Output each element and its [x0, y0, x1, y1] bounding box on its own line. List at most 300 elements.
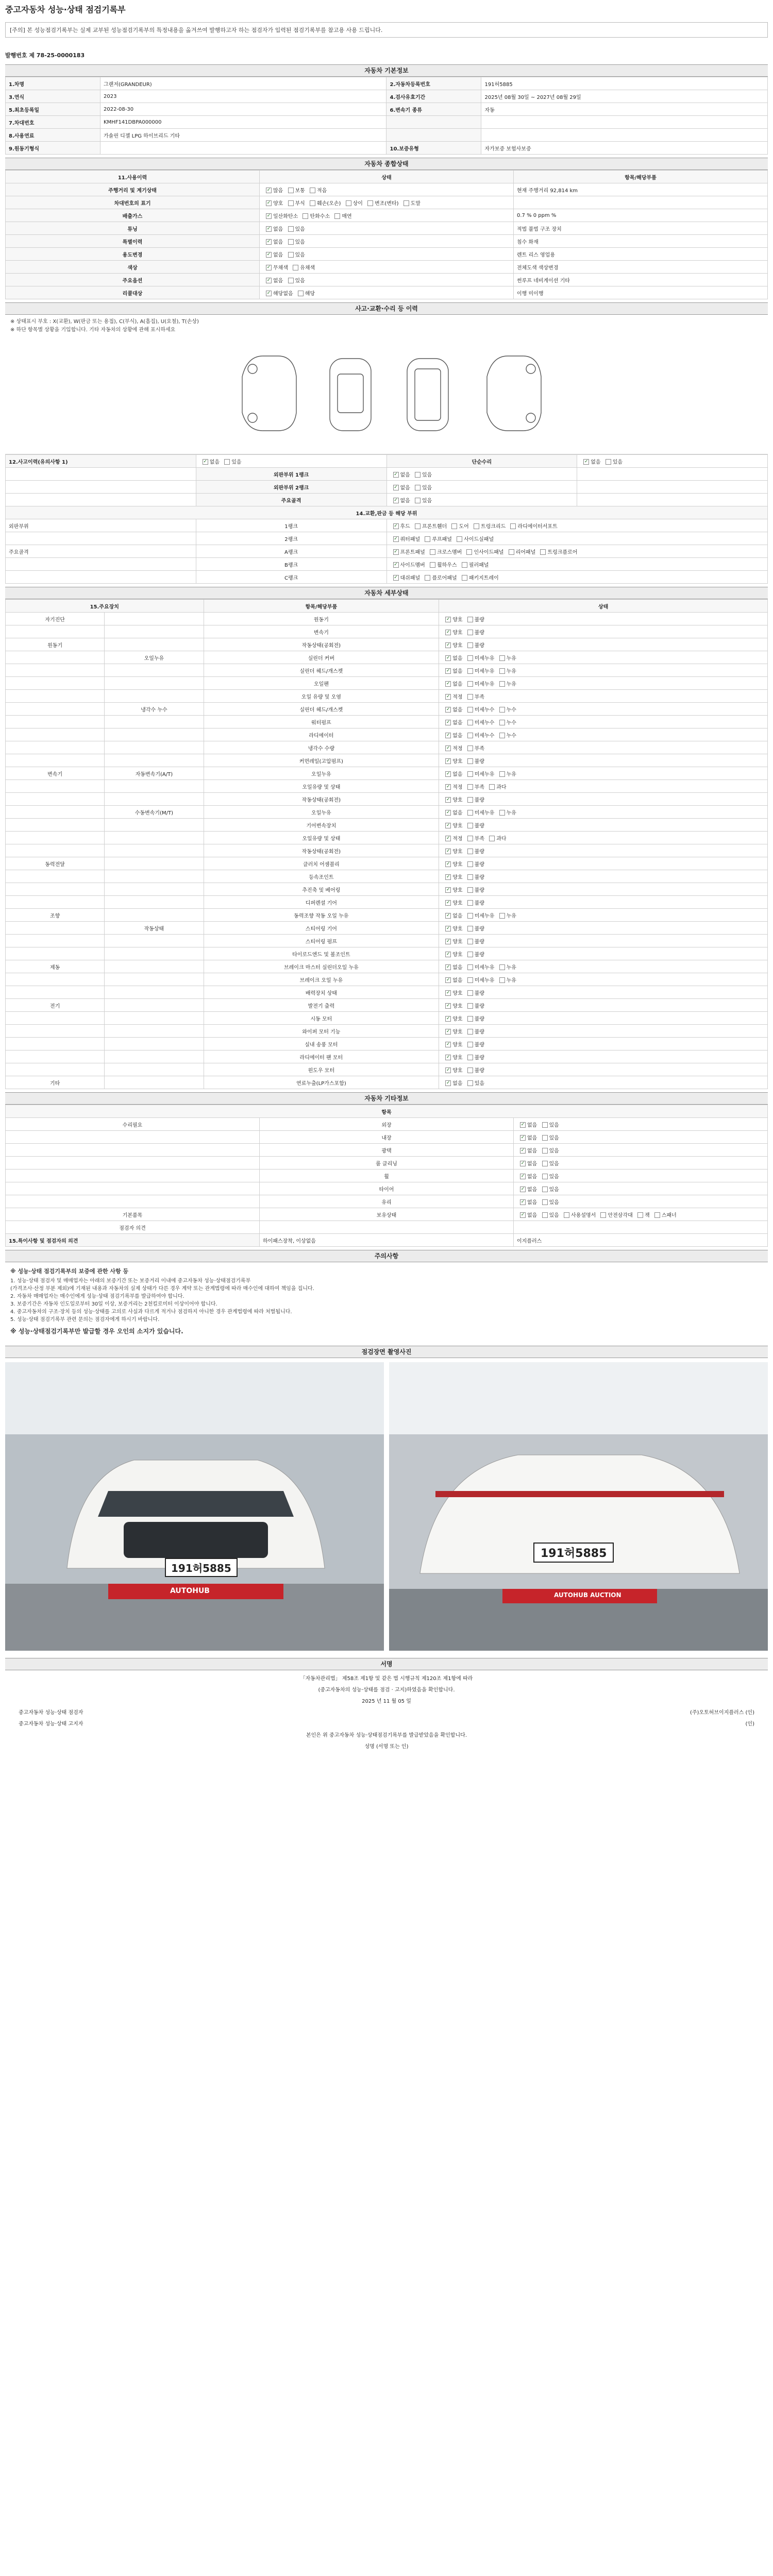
checkbox[interactable]: [425, 536, 430, 542]
other-info-table: [5, 1105, 768, 1247]
checkbox[interactable]: [467, 720, 473, 725]
checkbox[interactable]: [445, 926, 451, 931]
checkbox[interactable]: [499, 681, 505, 687]
detail-row: [6, 767, 768, 780]
checkbox[interactable]: [542, 1199, 548, 1205]
checkbox[interactable]: [600, 1212, 606, 1218]
checkbox[interactable]: [520, 1212, 526, 1218]
checkbox[interactable]: [303, 213, 308, 219]
checkbox[interactable]: [310, 188, 315, 193]
checkbox[interactable]: [393, 536, 399, 542]
checkbox[interactable]: [445, 1055, 451, 1060]
basic-cell: 1.차명: [6, 77, 100, 90]
checkbox[interactable]: [467, 900, 473, 906]
detail-status: ✓ 양호 불량: [439, 844, 768, 857]
checkbox[interactable]: [499, 913, 505, 919]
checkbox[interactable]: [266, 226, 272, 232]
detail-item: 실내 송풍 모터: [204, 1038, 439, 1050]
checkbox[interactable]: [445, 810, 451, 816]
other-row: [6, 1144, 768, 1157]
checkbox[interactable]: [509, 549, 514, 555]
checkbox[interactable]: [445, 617, 451, 622]
checkbox[interactable]: [266, 188, 272, 193]
detail-row: [6, 806, 768, 819]
detail-row: [6, 793, 768, 806]
accident-table: [5, 454, 768, 584]
frame-section: 14.교환,판금 등 해당 부위: [6, 506, 768, 519]
general-row: [6, 286, 768, 299]
checkbox[interactable]: [224, 459, 230, 465]
rear-banner: AUTOHUB AUCTION: [554, 1591, 621, 1599]
basic-row: [6, 116, 768, 129]
checkbox[interactable]: [415, 523, 421, 529]
general-header-cell: 11.사용이력: [6, 171, 260, 183]
other-row: [6, 1195, 768, 1208]
general-key: 차대번호의 표기: [6, 196, 260, 209]
other-group: [6, 1131, 260, 1144]
basic-cell: 10.보증유형: [386, 142, 481, 155]
detail-subgroup: [105, 677, 204, 690]
detail-row: [6, 741, 768, 754]
basic-cell: 2022-08-30: [100, 103, 386, 116]
detail-subgroup: [105, 741, 204, 754]
checkbox[interactable]: [367, 200, 373, 206]
detail-group: [6, 690, 105, 703]
detail-status: ✓ 없음 미세누수 누수: [439, 728, 768, 741]
detail-item: 와이퍼 모터 기능: [204, 1025, 439, 1038]
detail-status: ✓ 없음 미세누유 누유: [439, 909, 768, 922]
detail-subgroup: [105, 793, 204, 806]
checkbox[interactable]: [467, 784, 473, 790]
general-extra: 전체도색 색상변경: [514, 261, 768, 274]
checkbox[interactable]: [520, 1161, 526, 1166]
detail-group: [6, 832, 105, 844]
other-group: [6, 1195, 260, 1208]
notes-bold: ※ 성능·상태점검기록부만 발급할 경우 오인의 소지가 있습니다.: [10, 1328, 183, 1335]
checkbox[interactable]: [467, 874, 473, 880]
detail-status: ✓ 적정 부족 과다: [439, 780, 768, 793]
general-extra: 이행 미이행: [514, 286, 768, 299]
checkbox[interactable]: [445, 655, 451, 661]
detail-item: 동력조향 작동 오일 누유: [204, 909, 439, 922]
checkbox[interactable]: [445, 939, 451, 944]
signature-line-1: 「자동차관리법」 제58조 제1항 및 같은 법 시행규칙 제120조 제1항에 따라: [300, 1676, 473, 1682]
checkbox[interactable]: [288, 200, 294, 206]
checkbox[interactable]: [451, 523, 457, 529]
checkbox[interactable]: [445, 952, 451, 957]
checkbox[interactable]: [654, 1212, 660, 1218]
basic-row: [6, 103, 768, 116]
checkbox[interactable]: [499, 810, 505, 816]
checkbox[interactable]: [467, 990, 473, 996]
checkbox[interactable]: [445, 900, 451, 906]
checkbox[interactable]: [266, 200, 272, 206]
checkbox[interactable]: [499, 720, 505, 725]
detail-status: ✓ 없음 미세누유 누유: [439, 960, 768, 973]
checkbox[interactable]: [430, 549, 435, 555]
checkbox[interactable]: [445, 887, 451, 893]
section-detail: 자동차 세부상태: [5, 587, 768, 599]
checkbox[interactable]: [266, 265, 272, 270]
detail-row: [6, 728, 768, 741]
rank-blank: [6, 494, 196, 506]
checkbox[interactable]: [445, 1029, 451, 1035]
detail-status: ✓ 양호 불량: [439, 870, 768, 883]
checkbox[interactable]: [542, 1122, 548, 1128]
detail-header-cell: 항목/해당부품: [204, 600, 439, 613]
detail-subgroup: 작동상태: [105, 922, 204, 935]
general-row: [6, 248, 768, 261]
other-item: 휠: [260, 1170, 514, 1182]
other-item: 내장: [260, 1131, 514, 1144]
detail-group: [6, 1012, 105, 1025]
checkbox[interactable]: [520, 1174, 526, 1179]
checkbox[interactable]: [467, 1067, 473, 1073]
checkbox[interactable]: [445, 1003, 451, 1009]
checkbox[interactable]: [489, 784, 495, 790]
detail-item: 냉각수 수량: [204, 741, 439, 754]
detail-subgroup: 자동변속기(A/T): [105, 767, 204, 780]
detail-item: 등속조인트: [204, 870, 439, 883]
checkbox[interactable]: [393, 523, 399, 529]
checkbox[interactable]: [445, 823, 451, 828]
checkbox[interactable]: [467, 707, 473, 713]
checkbox[interactable]: [467, 977, 473, 983]
checkbox[interactable]: [467, 926, 473, 931]
other-footer-value: 하이패스장착, 이상없음: [260, 1234, 514, 1247]
checkbox[interactable]: [474, 523, 479, 529]
general-key: 리콜대상: [6, 286, 260, 299]
checkbox[interactable]: [489, 836, 495, 841]
checkbox[interactable]: [425, 575, 430, 581]
detail-item: 클러치 어셈블리: [204, 857, 439, 870]
section-signature: 서명: [5, 1658, 768, 1670]
rank-value: ✓ 없음 있음: [386, 468, 577, 481]
detail-row: [6, 703, 768, 716]
checkbox[interactable]: [445, 1080, 451, 1086]
basic-cell: 가솔린 디젤 LPG 하이브리드 기타: [100, 129, 386, 142]
checkbox[interactable]: [467, 913, 473, 919]
detail-row: [6, 1025, 768, 1038]
other-value: ✓ 없음 있음: [514, 1195, 768, 1208]
checkbox[interactable]: [467, 668, 473, 674]
checkbox[interactable]: [462, 575, 467, 581]
checkbox[interactable]: [393, 549, 399, 555]
checkbox[interactable]: [298, 291, 304, 296]
checkbox[interactable]: [467, 964, 473, 970]
checkbox[interactable]: [445, 745, 451, 751]
checkbox[interactable]: [542, 1174, 548, 1179]
detail-status: ✓ 적정 부족 과다: [439, 832, 768, 844]
checkbox[interactable]: [404, 200, 409, 206]
frame-value: ✓ 사이드멤버 휠하우스 필러패널: [386, 558, 768, 571]
basic-row: [6, 77, 768, 90]
checkbox[interactable]: [467, 1016, 473, 1022]
checkbox[interactable]: [415, 498, 421, 503]
basic-cell: 2.자동차등록번호: [386, 77, 481, 90]
checkbox[interactable]: [467, 681, 473, 687]
checkbox[interactable]: [445, 707, 451, 713]
checkbox[interactable]: [457, 536, 462, 542]
checkbox[interactable]: [467, 1080, 473, 1086]
checkbox[interactable]: [540, 549, 546, 555]
basic-cell: [481, 129, 768, 142]
checkbox[interactable]: [266, 252, 272, 258]
frame-group: [6, 532, 196, 545]
detail-subgroup: [105, 664, 204, 677]
detail-status: ✓ 양호 불량: [439, 1063, 768, 1076]
rank-value: ✓ 없음 있음: [386, 481, 577, 494]
rear-photo: [389, 1362, 768, 1651]
checkbox[interactable]: [499, 668, 505, 674]
detail-group: [6, 728, 105, 741]
other-value: ✓ 없음 있음: [514, 1182, 768, 1195]
checkbox[interactable]: [445, 668, 451, 674]
detail-row: [6, 909, 768, 922]
checkbox[interactable]: [334, 213, 340, 219]
checkbox[interactable]: [467, 745, 473, 751]
checkbox[interactable]: [467, 655, 473, 661]
checkbox[interactable]: [499, 655, 505, 661]
document-title: 중고자동차 성능·상태 점검기록부: [5, 5, 126, 14]
checkbox[interactable]: [445, 874, 451, 880]
checkbox[interactable]: [203, 459, 208, 465]
checkbox[interactable]: [266, 291, 272, 296]
checkbox[interactable]: [266, 213, 272, 219]
rank-value: ✓ 없음 있음: [386, 494, 577, 506]
detail-subgroup: [105, 638, 204, 651]
checkbox[interactable]: [467, 836, 473, 841]
checkbox[interactable]: [445, 849, 451, 854]
checkbox[interactable]: [467, 952, 473, 957]
checkbox[interactable]: [542, 1148, 548, 1154]
checkbox[interactable]: [467, 861, 473, 867]
checkbox[interactable]: [542, 1161, 548, 1166]
detail-status: ✓ 양호 불량: [439, 625, 768, 638]
checkbox[interactable]: [467, 1055, 473, 1060]
detail-item: 작동상태(공회전): [204, 844, 439, 857]
checkbox[interactable]: [310, 200, 315, 206]
car-diagram: [5, 315, 768, 454]
checkbox[interactable]: [467, 694, 473, 700]
detail-status: ✓ 양호 불량: [439, 754, 768, 767]
detail-status: ✓ 없음 미세누유 누유: [439, 767, 768, 780]
checkbox[interactable]: [445, 720, 451, 725]
checkbox[interactable]: [606, 459, 611, 465]
frame-group: [6, 571, 196, 584]
accident-history-label: 12.사고이력(유의사항 1): [6, 455, 196, 468]
checkbox[interactable]: [445, 990, 451, 996]
frame-row: [6, 545, 768, 558]
detail-group: [6, 677, 105, 690]
checkbox[interactable]: [445, 642, 451, 648]
checkbox[interactable]: [445, 630, 451, 635]
detail-subgroup: [105, 754, 204, 767]
frame-row: [6, 519, 768, 532]
detail-item: 타이로드엔드 및 볼조인트: [204, 947, 439, 960]
basic-cell: 4.검사유효기간: [386, 90, 481, 103]
basic-cell: 8.사용연료: [6, 129, 100, 142]
checkbox[interactable]: [445, 913, 451, 919]
rank-label: 외판부위 2랭크: [196, 481, 386, 494]
checkbox[interactable]: [467, 1042, 473, 1047]
checkbox[interactable]: [520, 1148, 526, 1154]
checkbox[interactable]: [467, 771, 473, 777]
detail-subgroup: [105, 883, 204, 896]
checkbox[interactable]: [467, 733, 473, 738]
detail-group: [6, 896, 105, 909]
checkbox[interactable]: [467, 1003, 473, 1009]
basic-cell: [100, 142, 386, 155]
detail-row: [6, 780, 768, 793]
checkbox[interactable]: [445, 1067, 451, 1073]
checkbox[interactable]: [499, 707, 505, 713]
checkbox[interactable]: [445, 681, 451, 687]
detail-row: [6, 857, 768, 870]
checkbox[interactable]: [288, 239, 294, 245]
checkbox[interactable]: [393, 498, 399, 503]
checkbox[interactable]: [393, 575, 399, 581]
checkbox[interactable]: [445, 836, 451, 841]
checkbox[interactable]: [467, 887, 473, 893]
note-line: 3. 보증기간은 자동차 인도일로부터 30일 이상, 보증거리는 2천킬로미터 이상이어야 합니다.: [10, 1301, 217, 1307]
checkbox[interactable]: [393, 485, 399, 490]
checkbox[interactable]: [467, 758, 473, 764]
checkbox[interactable]: [564, 1212, 569, 1218]
basic-cell: KMHF141DBPA000000: [100, 116, 386, 129]
checkbox[interactable]: [467, 1029, 473, 1035]
detail-status: ✓ 양호 불량: [439, 1025, 768, 1038]
detail-row: [6, 1012, 768, 1025]
checkbox[interactable]: [445, 694, 451, 700]
checkbox[interactable]: [445, 733, 451, 738]
detail-subgroup: [105, 728, 204, 741]
checkbox[interactable]: [520, 1122, 526, 1128]
general-value: ✓ 없음 있음: [260, 222, 514, 235]
detail-status: ✓ 없음 미세누유 누유: [439, 677, 768, 690]
basic-cell: 6.변속기 종류: [386, 103, 481, 116]
checkbox[interactable]: [510, 523, 516, 529]
checkbox[interactable]: [467, 810, 473, 816]
general-key: 배출가스: [6, 209, 260, 222]
detail-subgroup: [105, 986, 204, 999]
checkbox[interactable]: [499, 977, 505, 983]
checkbox[interactable]: [445, 861, 451, 867]
general-status-table: [5, 170, 768, 299]
frame-group: 주요골격: [6, 545, 196, 558]
checkbox[interactable]: [462, 562, 467, 568]
general-value: ✓ 일산화탄소 탄화수소 매연: [260, 209, 514, 222]
checkbox[interactable]: [542, 1135, 548, 1141]
checkbox[interactable]: [520, 1135, 526, 1141]
detail-row: [6, 986, 768, 999]
checkbox[interactable]: [415, 485, 421, 490]
checkbox[interactable]: [542, 1187, 548, 1192]
checkbox[interactable]: [467, 939, 473, 944]
detail-group: 변속기: [6, 767, 105, 780]
other-item: 유리: [260, 1195, 514, 1208]
checkbox[interactable]: [445, 964, 451, 970]
checkbox[interactable]: [467, 849, 473, 854]
other-group: [6, 1170, 260, 1182]
checkbox[interactable]: [467, 642, 473, 648]
checkbox[interactable]: [293, 265, 298, 270]
checkbox[interactable]: [415, 472, 421, 478]
checkbox[interactable]: [520, 1187, 526, 1192]
detail-status: ✓ 양호 불량: [439, 986, 768, 999]
detail-subgroup: [105, 1025, 204, 1038]
checkbox[interactable]: [445, 758, 451, 764]
detail-subgroup: [105, 909, 204, 922]
checkbox[interactable]: [445, 977, 451, 983]
checkbox[interactable]: [288, 252, 294, 258]
detail-status: ✓ 양호 불량: [439, 896, 768, 909]
other-item: 타이어: [260, 1182, 514, 1195]
checkbox[interactable]: [288, 278, 294, 283]
checkbox[interactable]: [466, 549, 472, 555]
checkbox[interactable]: [445, 771, 451, 777]
detail-group: 자기진단: [6, 613, 105, 625]
checkbox[interactable]: [393, 562, 399, 568]
checkbox[interactable]: [467, 797, 473, 803]
checkbox[interactable]: [445, 1042, 451, 1047]
checkbox[interactable]: [499, 964, 505, 970]
detail-subgroup: [105, 935, 204, 947]
rear-plate: 191허5885: [533, 1543, 614, 1563]
checkbox[interactable]: [266, 239, 272, 245]
checkbox[interactable]: [288, 226, 294, 232]
receiver-line: 성명 (서명 또는 인): [364, 1744, 409, 1750]
checkbox[interactable]: [393, 472, 399, 478]
detail-group: 제동: [6, 960, 105, 973]
detail-subgroup: [105, 999, 204, 1012]
seller-value: (인): [745, 1721, 754, 1727]
checkbox[interactable]: [583, 459, 589, 465]
repair-value: ✓ 없음 있음: [577, 455, 768, 468]
detail-row: [6, 819, 768, 832]
checkbox[interactable]: [467, 630, 473, 635]
checkbox[interactable]: [266, 278, 272, 283]
general-row: [6, 209, 768, 222]
basic-cell: 191허5885: [481, 77, 768, 90]
checkbox[interactable]: [499, 771, 505, 777]
checkbox[interactable]: [467, 617, 473, 622]
checkbox[interactable]: [445, 797, 451, 803]
detail-item: 윈도우 모터: [204, 1063, 439, 1076]
checkbox[interactable]: [499, 733, 505, 738]
detail-group: [6, 870, 105, 883]
note-line: 2. 자동차 매매업자는 매수인에게 성능·상태 점검기록부를 발급하여야 합니다.: [10, 1294, 184, 1299]
frame-group: 외판부위: [6, 519, 196, 532]
detail-group: [6, 703, 105, 716]
checkbox[interactable]: [542, 1212, 548, 1218]
checkbox[interactable]: [445, 784, 451, 790]
checkbox[interactable]: [445, 1016, 451, 1022]
checkbox[interactable]: [637, 1212, 643, 1218]
general-extra: 썬루프 네비게이션 기타: [514, 274, 768, 286]
general-row: [6, 183, 768, 196]
checkbox[interactable]: [288, 188, 294, 193]
other-group: [6, 1182, 260, 1195]
checkbox[interactable]: [520, 1199, 526, 1205]
basic-cell: [386, 129, 481, 142]
checkbox[interactable]: [430, 562, 435, 568]
rank-blank-2: [577, 468, 768, 481]
general-extra: 현재 주행거리 92,814 km: [514, 183, 768, 196]
checkbox[interactable]: [346, 200, 351, 206]
detail-item: 연료누출(LP가스포함): [204, 1076, 439, 1089]
checkbox[interactable]: [467, 823, 473, 828]
